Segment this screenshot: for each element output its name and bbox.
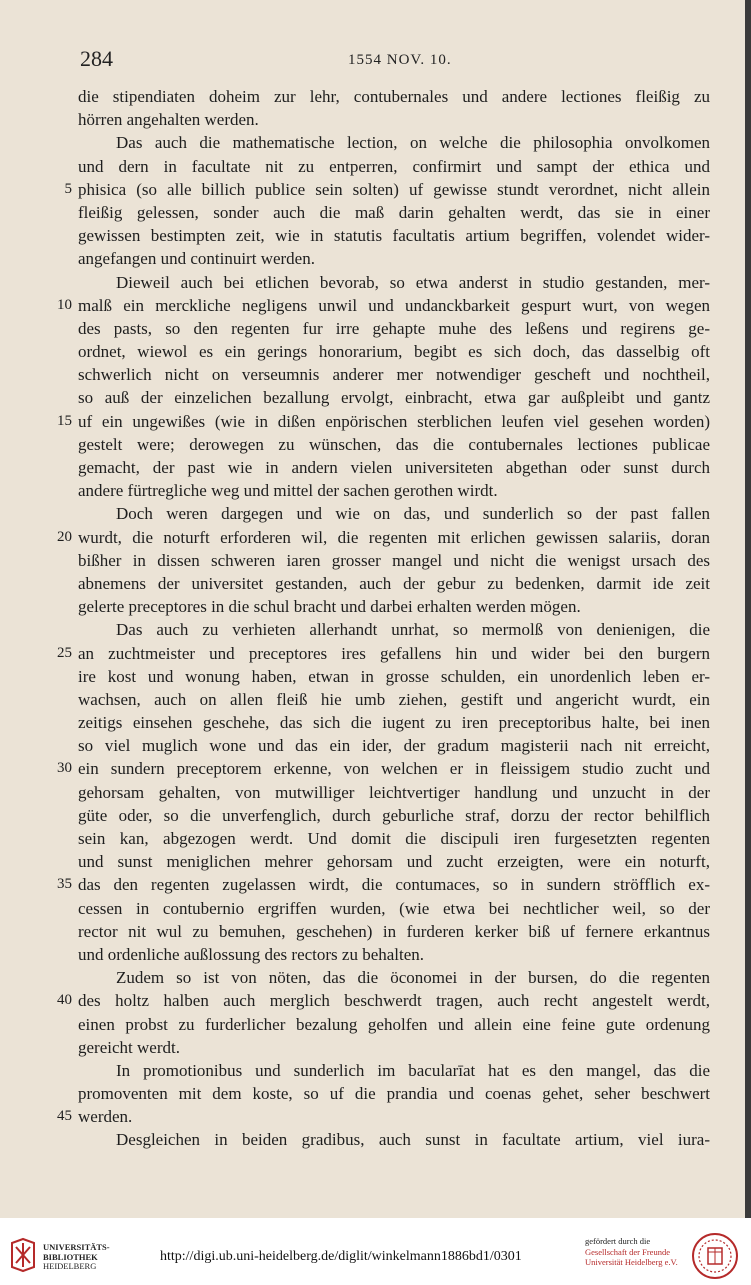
line-text: angefangen und continuirt werden. — [78, 249, 315, 269]
text-line — [0, 131, 745, 154]
line-text: abnemens der universitet gestanden, auch der gebur zu bedenken, darmit ide zeit — [78, 573, 710, 593]
line-number: 40 — [57, 992, 72, 1009]
line-text: wurdt, die noturft erforderen wil, die regenten mit erlichen gewissen salariis, doran — [78, 527, 710, 547]
line-text: In promotionibus und sunderlich im bacularīat hat es den mangel, das die — [116, 1060, 710, 1080]
line-text: sein kan, abgezogen werdt. Und domit die discipuli iren furgesetzten regenten — [78, 829, 710, 848]
text-line — [0, 989, 745, 1012]
text-line — [0, 456, 745, 479]
text-line — [0, 827, 745, 850]
line-text: malß ein merckliche negligens unwil und undanckbarkeit gespurt wurt, von wegen — [78, 295, 710, 315]
line-text: Doch weren dargegen und wie on das, und sunderlich so der past fallen — [116, 504, 710, 524]
text-line — [0, 317, 745, 340]
text-line — [0, 479, 745, 502]
text-line — [0, 920, 745, 943]
text-line — [0, 618, 745, 641]
line-text: des pasts, so den regenten fur irre gehapte muhe des leßens und regirens ge- — [78, 318, 710, 338]
line-text: Desgleichen in beiden gradibus, auch sunst in facultate artium, viel iura- — [116, 1130, 710, 1150]
line-text: promoventen mit dem koste, so uf die prandia und coenas gehet, seher beschwert — [78, 1084, 710, 1104]
line-number: 35 — [57, 876, 72, 893]
line-text: des holtz halben auch merglich beschwerdt tragen, auch recht angestelt werdt, — [78, 991, 710, 1011]
line-text: ordnet, wiewol es ein gerings honorarium, begibt es sich doch, das dasselbig oft — [78, 342, 710, 362]
text-line — [0, 711, 745, 734]
line-text: cessen in contubernio ergriffen wurden, (wie etwa bei nechtlicher weil, so der — [78, 898, 710, 918]
text-line — [0, 943, 745, 966]
society-seal-icon — [691, 1232, 739, 1280]
line-number: 45 — [57, 1108, 72, 1125]
line-number: 20 — [57, 528, 72, 545]
sponsor-line2: Gesellschaft der Freunde — [585, 1246, 670, 1257]
line-text: so auß der einzelichen bezallung ervolgt, einbracht, etwa gar außpleibt und gantz — [78, 388, 710, 408]
text-line — [0, 1105, 745, 1128]
line-text: gelerte preceptores in die schul bracht und darbei erhalten werden mögen. — [78, 597, 581, 617]
line-text: uf ein ungewißes (wie in dißen enpörischen sterblichen leufen viel gesehen worden) — [78, 411, 710, 431]
line-text: die stipendiaten doheim zur lehr, contubernales und andere lectiones fleißig zu — [78, 87, 710, 106]
text-line — [0, 873, 745, 896]
line-text: andere fürtregliche weg und mittel der sachen gerothen wirdt. — [78, 481, 498, 501]
permalink-url[interactable]: http://digi.ub.uni-heidelberg.de/diglit/winkelmann1886bd1/0301 — [160, 1249, 522, 1264]
text-line — [0, 386, 745, 409]
text-line — [0, 247, 745, 270]
text-line — [0, 1036, 745, 1059]
library-logo-icon — [8, 1237, 38, 1273]
line-number: 15 — [57, 412, 72, 429]
line-text: rector nit wul zu bemuhen, geschehen) in furderen kerker biß uf fernere erkantnus — [78, 921, 710, 941]
text-line — [0, 108, 745, 131]
line-text: Dieweil auch bei etlichen bevorab, so etwa anderst in studio gestanden, mer- — [116, 272, 710, 292]
text-line — [0, 897, 745, 920]
line-text: einen probst zu furderlicher bezalung geholfen und allein eine feine gute ordenung — [78, 1014, 710, 1034]
text-line — [0, 966, 745, 989]
sponsor-line1: gefördert durch die — [585, 1236, 651, 1246]
library-name[interactable] — [43, 1243, 110, 1272]
page-number: 284 — [80, 46, 113, 71]
page-edge — [745, 0, 751, 1218]
text-line — [0, 85, 745, 108]
line-text: bißher in dissen schweren iaren grosser mangel und nicht die wenigst ursach des — [78, 550, 710, 570]
text-line — [0, 781, 745, 804]
line-text: gereicht werdt. — [78, 1037, 180, 1057]
text-line — [0, 155, 745, 178]
line-text: und ordenliche außlossung des rectors zu behalten. — [78, 944, 425, 964]
text-line — [0, 433, 745, 456]
text-line — [0, 1082, 745, 1105]
line-text: zeitigs einsehen geschehe, das sich die iugent zu iren preceptoribus halte, bei inen — [78, 713, 710, 733]
text-line — [0, 595, 745, 618]
line-text: ire kost und wonung haben, etwan in grosse schulden, ein unordenlich leben er- — [78, 666, 710, 686]
library-name-line1: UNIVERSITÄTS- — [43, 1242, 110, 1252]
line-text: Das auch die mathematische lection, on welche die philosophia onvolkomen — [116, 133, 710, 153]
line-number: 25 — [57, 644, 72, 661]
sponsor-line3: Universität Heidelberg e.V. — [585, 1257, 678, 1267]
line-text: werden. — [78, 1107, 133, 1127]
text-line — [0, 201, 745, 224]
text-line — [0, 1059, 745, 1082]
text-line — [0, 850, 745, 873]
text-line — [0, 1128, 745, 1151]
text-line — [0, 804, 745, 827]
running-header: 1554 NOV. 10. — [348, 52, 452, 68]
line-text: phisica (so alle billich publice sein solten) uf gewisse stundt verordnet, nicht allein — [78, 179, 710, 199]
text-line — [0, 572, 745, 595]
sponsor-credit[interactable] — [585, 1236, 705, 1268]
line-number: 30 — [57, 760, 72, 777]
text-line — [0, 549, 745, 572]
text-line — [0, 642, 745, 665]
line-text: Zudem so ist von nöten, das die öconomei in der bursen, do die regenten — [116, 968, 710, 988]
line-text: gemacht, der past wie in andern vielen universiteten abgethan oder sunst durch — [78, 458, 710, 477]
line-text: gestelt were; derowegen zu wünschen, das die contubernales lectiones publicae — [78, 434, 710, 454]
line-text: gewissen bestimpten zeit, wie in statutis facultatis artium begriffen, volendet wider- — [78, 226, 710, 246]
text-line — [0, 340, 745, 363]
line-text: gehorsam gehalten, von mutwilliger leichtvertiger handlung und unzucht in der — [78, 782, 710, 802]
line-text: das den regenten zugelassen wirdt, die contumaces, so in sundern ströfflich ex- — [78, 875, 710, 895]
text-line — [0, 410, 745, 433]
text-line — [0, 757, 745, 780]
text-line — [0, 1013, 745, 1036]
library-name-line2: BIBLIOTHEK — [43, 1251, 98, 1262]
line-text: hörren angehalten werden. — [78, 110, 259, 130]
line-text: Das auch zu verhieten allerhandt unrhat, so mermolß von denienigen, die — [116, 620, 710, 640]
line-text: und sunst meniglichen mehrer gehorsam und zucht erzeigten, were ein noturft, — [78, 852, 710, 872]
text-line — [0, 178, 745, 201]
line-number: 5 — [64, 180, 72, 197]
text-line — [0, 665, 745, 688]
text-line — [0, 224, 745, 247]
line-text: ein sundern preceptorem erkenne, von welchen er in fleissigem studio zucht und — [78, 759, 710, 779]
text-line — [0, 271, 745, 294]
line-text: so viel muglich wone und das ein ider, der gradum magisterii nach nit erreicht, — [78, 736, 710, 756]
text-line — [0, 294, 745, 317]
line-text: an zuchtmeister und preceptores ires gefallens hin und wider bei den burgern — [78, 643, 710, 663]
line-number: 10 — [57, 296, 72, 313]
text-line — [0, 688, 745, 711]
line-text: schwerlich nicht on verseumnis anderer mer notwendiger gescheft und nochtheil, — [78, 365, 710, 385]
text-line — [0, 734, 745, 757]
line-text: fleißig gelessen, sonder auch die maß darin gehalten werdt, das sie in einer — [78, 202, 710, 222]
text-line — [0, 526, 745, 549]
text-line — [0, 502, 745, 525]
text-line — [0, 363, 745, 386]
line-text: wachsen, auch on allen fleiß hie umb ziehen, gestift und angericht wurdt, ein — [78, 689, 710, 709]
text-body — [0, 85, 745, 1152]
line-text: und dern in facultate nit zu entperren, confirmirt und sampt der ethica und — [78, 156, 710, 176]
line-text: güte oder, so die unverfenglich, durch geburliche straf, dorzu der rector behilflich — [78, 805, 710, 825]
library-name-line3: HEIDELBERG — [43, 1261, 97, 1271]
